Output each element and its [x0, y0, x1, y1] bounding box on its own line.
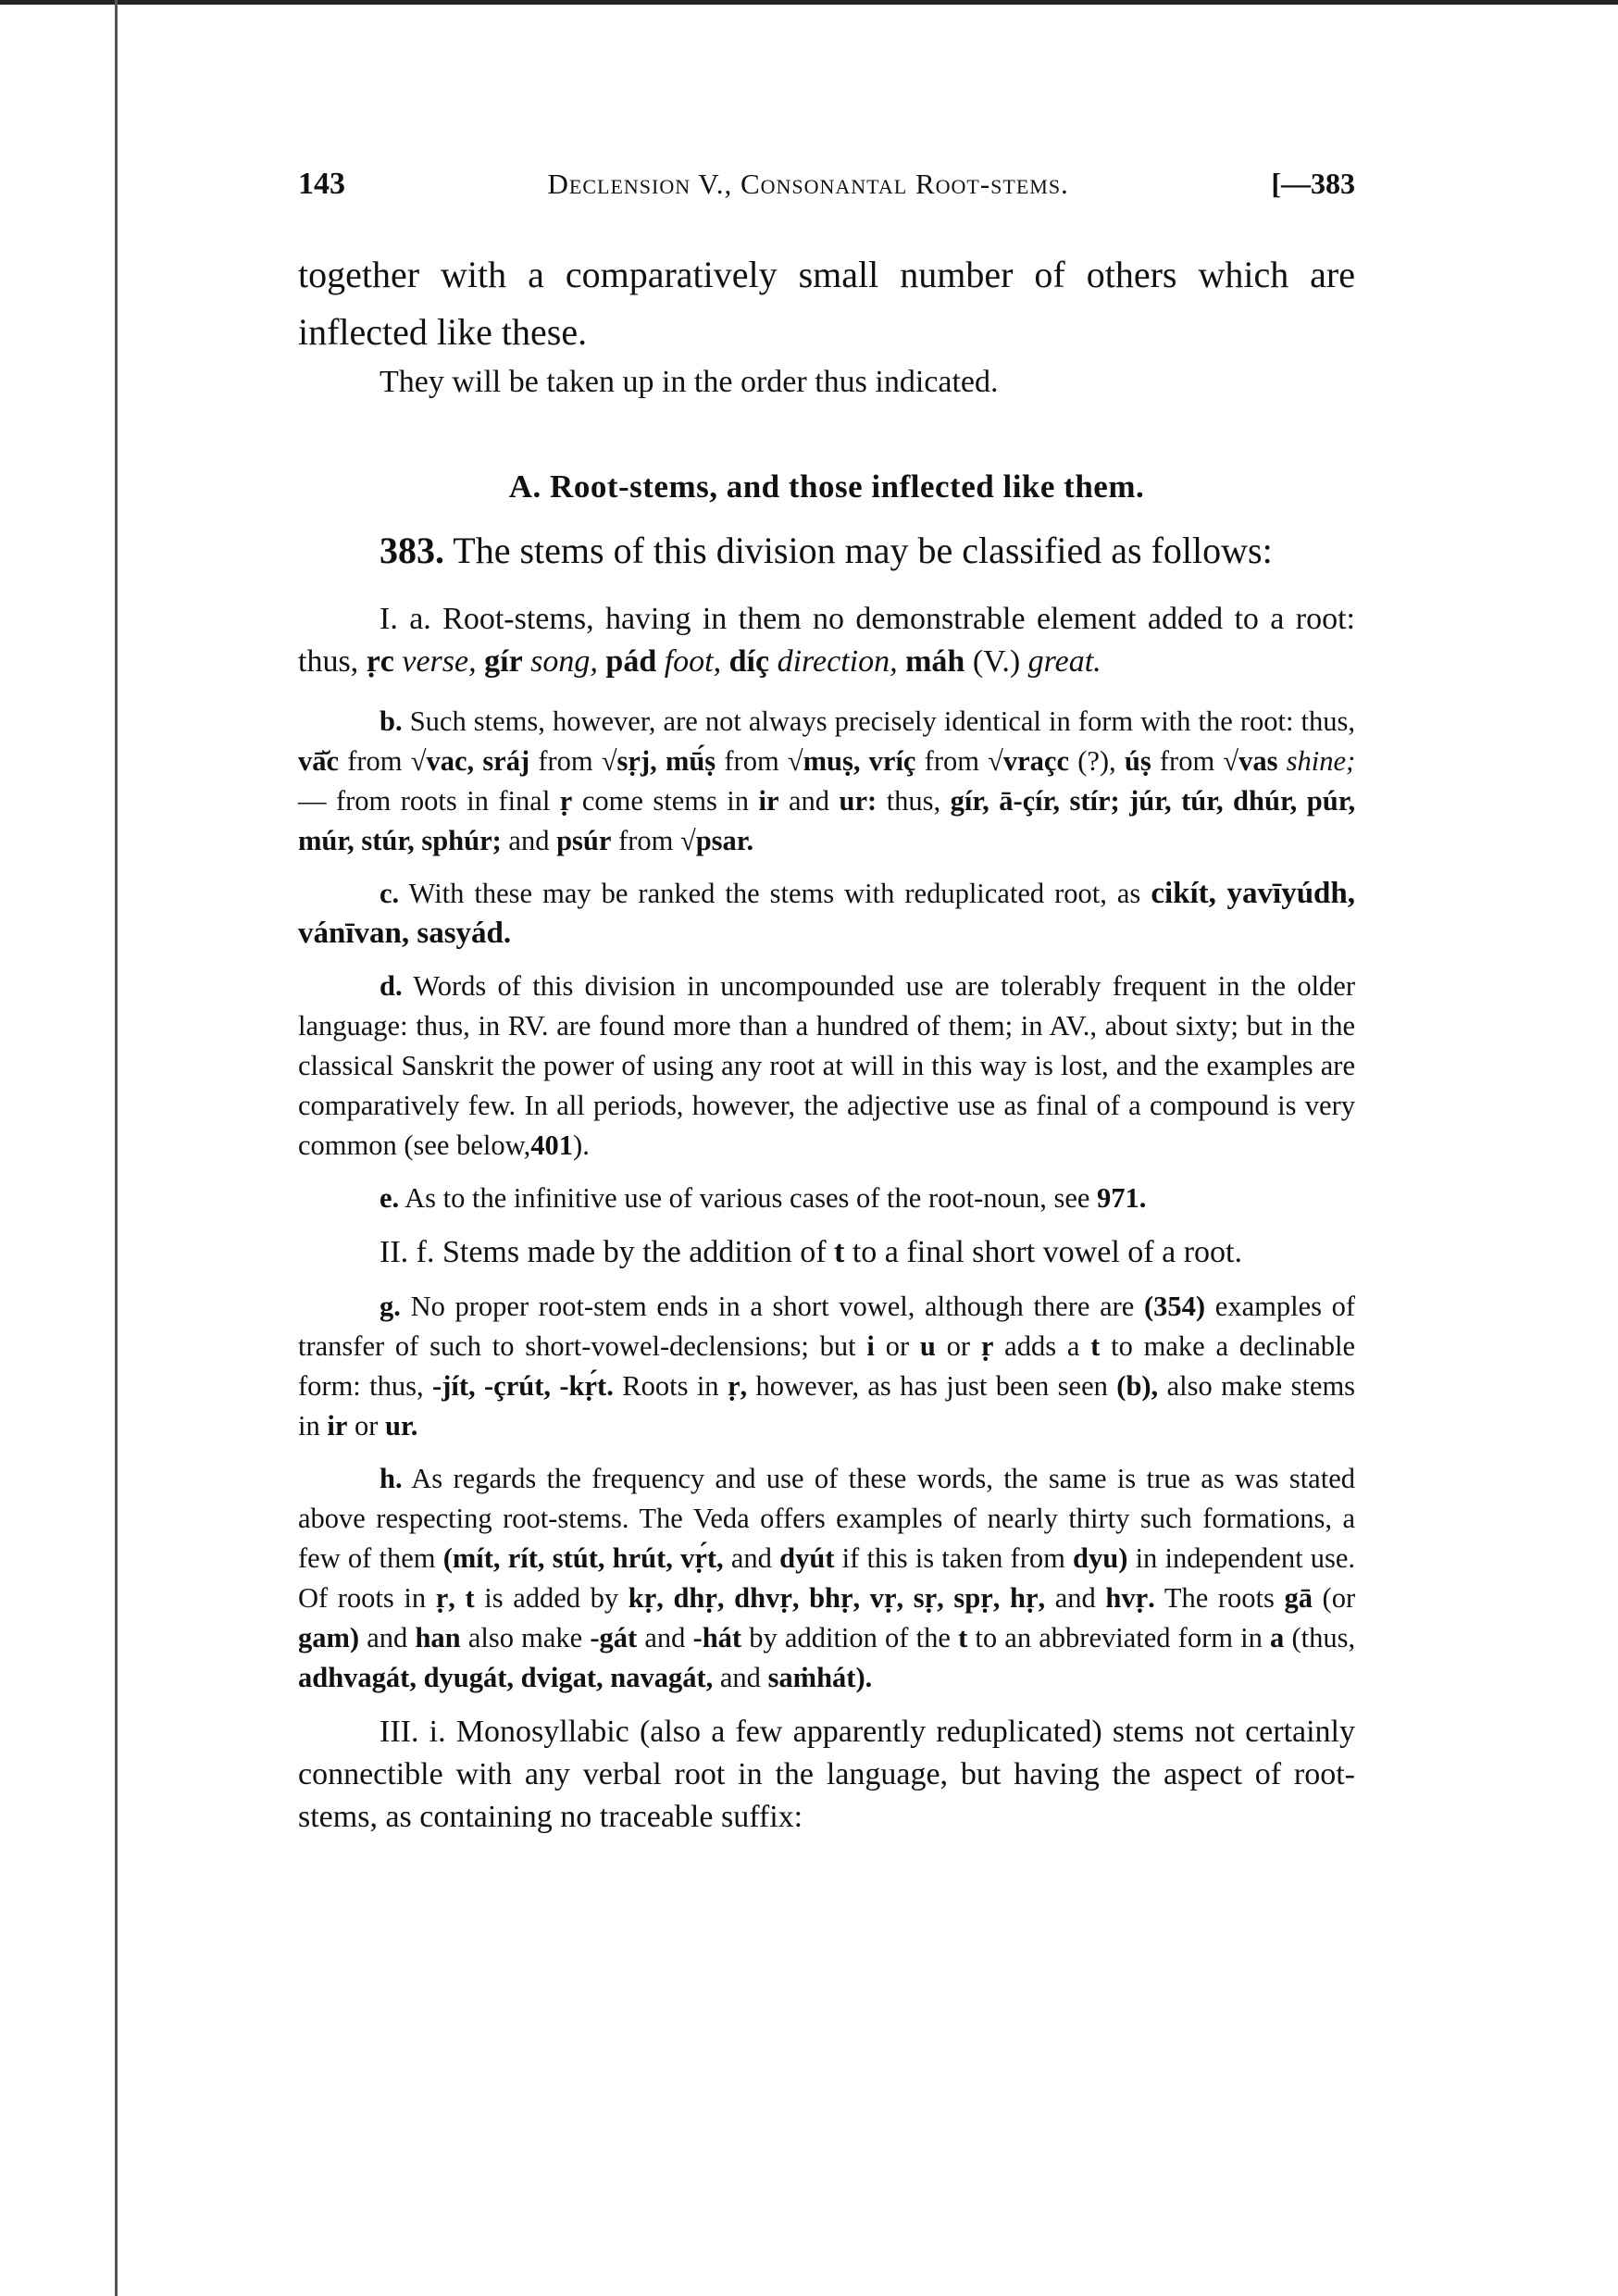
paragraph-number: 383.: [380, 530, 444, 571]
sanskrit-word: pád: [605, 644, 657, 679]
sanskrit-word: gā: [1284, 1582, 1313, 1614]
sanskrit-word: kṛ, dhṛ, dhvṛ, bhṛ, vṛ, sṛ, spṛ, hṛ,: [628, 1582, 1046, 1614]
text: to make a declinable form: thus,: [298, 1330, 1356, 1402]
paragraph-h: [298, 1459, 1355, 1698]
label: h.: [380, 1463, 403, 1494]
intro-paragraph: [298, 246, 1355, 361]
text: or: [355, 1410, 379, 1441]
text: and: [644, 1622, 686, 1653]
text: No proper root-stem ends in a short vowel, although there are: [410, 1291, 1135, 1322]
text: from: [618, 825, 674, 856]
text: and: [1054, 1582, 1096, 1614]
root: √vas: [1223, 745, 1278, 777]
sanskrit-word: -hát: [692, 1622, 742, 1653]
label: I. a.: [380, 602, 431, 636]
sanskrit-word: sráj: [482, 745, 530, 777]
text: or: [946, 1330, 971, 1362]
label: III. i.: [380, 1715, 446, 1749]
text: to an abbreviated form in: [975, 1622, 1263, 1653]
text: come stems in: [581, 785, 750, 817]
sanskrit-word: a: [1270, 1622, 1285, 1653]
paragraph-b: [298, 702, 1355, 861]
running-title: Declension V., Consonantal Root-stems.: [547, 168, 1069, 200]
root: √psar.: [679, 825, 754, 856]
text: examples of transfer of such to short-vowel-declensions; but: [298, 1291, 1356, 1362]
text: also make stems in: [298, 1370, 1356, 1441]
text: by addition of the: [749, 1622, 951, 1653]
gloss: great.: [1027, 644, 1101, 679]
sanskrit-word: ṛ: [559, 785, 573, 817]
sanskrit-word: dyút: [779, 1542, 835, 1574]
sanskrit-word: han: [415, 1622, 461, 1653]
text: (or: [1322, 1582, 1356, 1614]
text: Monosyllabic (also a few apparently reduplicated) stems not certainly connectible with any verbal root in the language, but having the aspect of root-stems, as containing no traceable suffix:: [298, 1715, 1355, 1834]
sanskrit-word: t: [1090, 1330, 1101, 1362]
text: to a final short vowel of a root.: [852, 1235, 1242, 1269]
sanskrit-word: dyu): [1073, 1542, 1128, 1574]
sanskrit-word: ṛc: [366, 644, 394, 679]
page-body: [298, 167, 1355, 1839]
paragraph-d: [298, 967, 1355, 1166]
sanskrit-word: vríç: [868, 745, 916, 777]
sanskrit-word: -gát: [590, 1622, 638, 1653]
sanskrit-word: úṣ: [1124, 745, 1151, 777]
cross-reference: (b),: [1116, 1370, 1159, 1402]
text: or: [885, 1330, 910, 1362]
intro-text: together with a comparatively small number of others which are inflected like these.: [298, 254, 1355, 353]
cross-reference: (354): [1144, 1291, 1206, 1322]
sanskrit-word: u: [919, 1330, 936, 1362]
paragraph-text: The stems of this division may be classified as follows:: [453, 530, 1273, 571]
text: and: [508, 825, 550, 856]
text: in independent use. Of roots in: [298, 1542, 1356, 1614]
section-heading: A. Root-stems, and those inflected like them.: [508, 468, 1145, 505]
paragraph-383: [298, 522, 1355, 580]
gloss: song,: [530, 644, 598, 679]
label: b.: [380, 705, 403, 737]
text: however, as has just been seen: [755, 1370, 1108, 1402]
running-header: [298, 167, 1355, 202]
sanskrit-word: cikít, yavīyúdh, vánīvan, sasyád.: [298, 877, 1356, 950]
paragraph-IIf: [298, 1231, 1355, 1274]
section-reference: [—383: [1271, 167, 1355, 200]
sanskrit-word: gam): [298, 1622, 360, 1653]
sanskrit-word: -jít, -çrút, -kṛ́t.: [432, 1370, 614, 1402]
text: Root-stems, having in them no demonstrable element added to a root: thus,: [298, 602, 1355, 679]
text: and: [367, 1622, 408, 1653]
paragraph-c: [298, 874, 1355, 954]
gloss: direction,: [777, 644, 898, 679]
cross-reference: 971.: [1097, 1182, 1147, 1214]
text: With these may be ranked the stems with reduplicated root, as: [408, 878, 1141, 909]
sanskrit-word: t: [465, 1582, 475, 1614]
sanskrit-word: i: [866, 1330, 875, 1362]
cross-reference: 401: [530, 1129, 574, 1161]
text: Roots in: [622, 1370, 719, 1402]
text: As to the infinitive use of various cases of the root-noun, see: [404, 1182, 1090, 1214]
text: also make: [467, 1622, 583, 1653]
intro-paragraph-2: [298, 361, 1355, 404]
text: Stems made by the addition of: [442, 1235, 827, 1269]
root: √vraçc: [988, 745, 1069, 777]
sanskrit-word: gír: [484, 644, 523, 679]
sanskrit-word: saṁhát).: [767, 1662, 873, 1693]
page-number: 143: [298, 167, 345, 201]
sanskrit-word: ṛ: [980, 1330, 994, 1362]
sanskrit-word: vā̆c: [298, 745, 340, 777]
text: if this is taken from: [841, 1542, 1065, 1574]
text: (?),: [1077, 745, 1116, 777]
text: As regards the frequency and use of these words, the same is true as was stated above respecting root-stems. The Veda offers examples of nearly thirty such formations, a few of them: [298, 1463, 1355, 1574]
gloss: foot,: [664, 644, 722, 679]
text: (thus,: [1291, 1622, 1356, 1653]
sanskrit-word: mū́ṣ: [665, 745, 716, 777]
text: from: [347, 745, 403, 777]
text: ).: [573, 1129, 590, 1161]
root: √vac,: [410, 745, 475, 777]
sanskrit-word: ir: [758, 785, 779, 817]
sanskrit-word: ir: [327, 1410, 348, 1441]
label: g.: [380, 1291, 401, 1322]
text: Such stems, however, are not always precisely identical in form with the root: thus,: [409, 705, 1356, 737]
sanskrit-word: psúr: [556, 825, 612, 856]
paragraph-e: [298, 1179, 1355, 1218]
text: — from roots in final: [298, 785, 551, 817]
sanskrit-word: t: [958, 1622, 968, 1653]
text: and: [789, 785, 830, 817]
sanskrit-word: t: [834, 1235, 845, 1269]
text: and: [719, 1662, 761, 1693]
text: is added by: [484, 1582, 619, 1614]
sanskrit-word: ṛ,: [435, 1582, 455, 1614]
text: from: [724, 745, 779, 777]
text: thus,: [886, 785, 941, 817]
sanskrit-word: ur:: [839, 785, 877, 817]
text: from: [924, 745, 979, 777]
sanskrit-word: díç: [728, 644, 770, 679]
text: from: [1159, 745, 1215, 777]
sanskrit-word: máh: [905, 644, 965, 679]
text: Words of this division in uncompounded use are tolerably frequent in the older language: thus, in RV. are found more than a hundred of them; in AV., about sixty; but in the classical Sanskrit the power of using any root at will in this way is lost, and the examples are comparatively few. In all periods, however, the adjective use as final of a compound is very common (see below,: [298, 970, 1356, 1161]
text: The roots: [1164, 1582, 1275, 1614]
text: and: [730, 1542, 772, 1574]
sanskrit-word: (mít, rít, stút, hrút, vṛ́t,: [442, 1542, 724, 1574]
text: adds a: [1004, 1330, 1080, 1362]
label: c.: [380, 878, 400, 909]
top-border-line: [0, 0, 1618, 5]
root: √muṣ,: [787, 745, 861, 777]
gloss: shine;: [1286, 745, 1356, 777]
gloss: verse,: [402, 644, 477, 679]
sanskrit-word: adhvagát, dyugát, dvigat, navagát,: [298, 1662, 714, 1693]
text: from: [538, 745, 593, 777]
sanskrit-word: ur.: [385, 1410, 418, 1441]
paragraph-g: [298, 1287, 1355, 1446]
label: II. f.: [380, 1235, 435, 1269]
sanskrit-word: hvṛ.: [1105, 1582, 1155, 1614]
paragraph-IIIi: [298, 1711, 1355, 1839]
text: (V.): [972, 644, 1021, 679]
sanskrit-word: ṛ,: [727, 1370, 748, 1402]
paragraph-Ia: [298, 598, 1355, 683]
label: e.: [380, 1182, 400, 1214]
label: d.: [380, 970, 403, 1002]
sanskrit-word: gír, ā-çír, stír; júr, túr, dhúr, púr, múr, stúr, sphúr;: [298, 785, 1356, 856]
intro-text-2: They will be taken up in the order thus indicated.: [380, 365, 999, 399]
left-margin-line: [115, 0, 118, 2296]
root: √sṛj,: [601, 745, 657, 777]
